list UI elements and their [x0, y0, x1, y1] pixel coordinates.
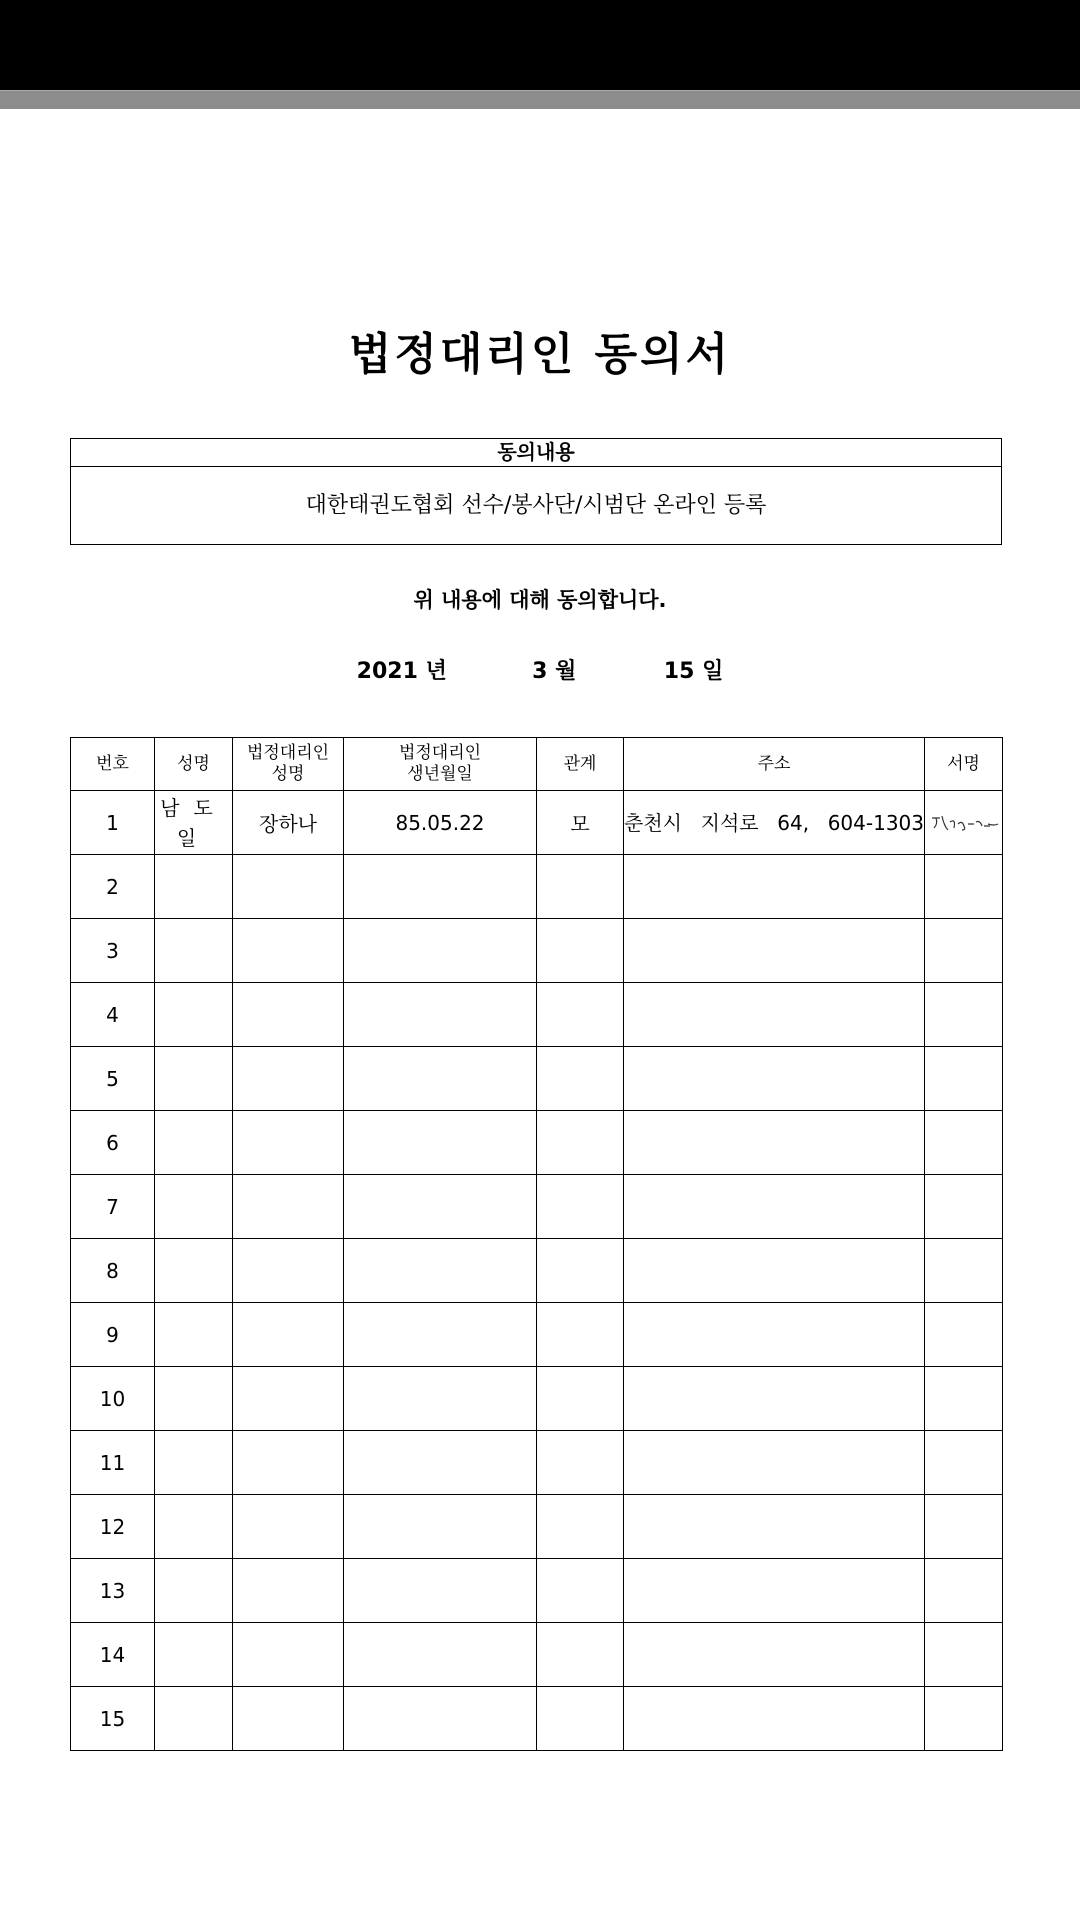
cell-signature [925, 1431, 1003, 1495]
top-black-bar [0, 0, 1080, 90]
cell-address [624, 983, 925, 1047]
cell-guardian-name [233, 1175, 344, 1239]
cell-guardian-birth [344, 919, 537, 983]
table-row [71, 1623, 1003, 1687]
cell-name [155, 919, 233, 983]
cell-signature [925, 1047, 1003, 1111]
cell-signature [925, 1111, 1003, 1175]
table-row [71, 919, 1003, 983]
cell-relation [537, 855, 624, 919]
cell-address [624, 1559, 925, 1623]
cell-name [155, 1495, 233, 1559]
table-row [71, 1239, 1003, 1303]
cell-signature [925, 919, 1003, 983]
cell-guardian-name [233, 1687, 344, 1751]
cell-number: 3 [71, 919, 155, 983]
cell-address [624, 855, 925, 919]
cell-signature [925, 1687, 1003, 1751]
date-year-unit: 년 [425, 659, 447, 684]
cell-relation [537, 1623, 624, 1687]
cell-signature [925, 1239, 1003, 1303]
cell-address [624, 1687, 925, 1751]
cell-signature [925, 1623, 1003, 1687]
date-day-unit: 일 [702, 659, 724, 684]
consent-content: 대한태권도협회 선수/봉사단/시범단 온라인 등록 [305, 493, 767, 518]
cell-number: 1 [71, 791, 155, 855]
cell-number: 6 [71, 1111, 155, 1175]
cell-signature [925, 1367, 1003, 1431]
cell-address [624, 1623, 925, 1687]
cell-guardian-name [233, 1431, 344, 1495]
consent-header: 동의내용 [71, 439, 1001, 467]
cell-name: 남도일 [155, 791, 233, 855]
cell-relation [537, 1367, 624, 1431]
cell-name [155, 1303, 233, 1367]
cell-guardian-name [233, 1047, 344, 1111]
table-row [71, 855, 1003, 919]
cell-relation [537, 983, 624, 1047]
cell-relation [537, 1175, 624, 1239]
cell-name [155, 1111, 233, 1175]
cell-relation [537, 1559, 624, 1623]
header-relation: 관계 [537, 738, 624, 791]
table-row [71, 1303, 1003, 1367]
cell-guardian-name [233, 919, 344, 983]
cell-signature [925, 983, 1003, 1047]
cell-guardian-birth [344, 1303, 537, 1367]
header-name: 성명 [155, 738, 233, 791]
cell-address [624, 1303, 925, 1367]
cell-signature [925, 791, 1003, 855]
date-month-unit: 월 [555, 659, 577, 684]
table-row [71, 1687, 1003, 1751]
table-row [71, 1431, 1003, 1495]
page-title: 법정대리인 동의서 [348, 329, 732, 380]
agreement-statement: 위 내용에 대해 동의합니다. [413, 588, 667, 612]
consent-box [70, 438, 1002, 545]
cell-name [155, 1047, 233, 1111]
cell-relation [537, 1495, 624, 1559]
table-row [71, 1047, 1003, 1111]
cell-guardian-name [233, 1111, 344, 1175]
table-row [71, 983, 1003, 1047]
cell-guardian-name [233, 1623, 344, 1687]
header-signature: 서명 [925, 738, 1003, 791]
cell-relation [537, 1431, 624, 1495]
cell-signature [925, 1495, 1003, 1559]
table-header-row [71, 738, 1003, 791]
header-guardian-birth: 법정대리인 생년월일 [344, 738, 537, 791]
cell-name [155, 1367, 233, 1431]
cell-name [155, 1559, 233, 1623]
cell-relation [537, 1303, 624, 1367]
cell-guardian-name [233, 1559, 344, 1623]
cell-name [155, 1687, 233, 1751]
cell-guardian-birth [344, 1623, 537, 1687]
cell-guardian-name [233, 983, 344, 1047]
cell-address [624, 1111, 925, 1175]
date-year: 2021 [356, 659, 418, 684]
date-line [0, 654, 1080, 685]
table-row [71, 1367, 1003, 1431]
cell-number: 2 [71, 855, 155, 919]
cell-guardian-birth [344, 1687, 537, 1751]
cell-guardian-birth [344, 983, 537, 1047]
cell-name [155, 1175, 233, 1239]
cell-address [624, 1367, 925, 1431]
cell-number: 10 [71, 1367, 155, 1431]
cell-guardian-birth [344, 1431, 537, 1495]
cell-relation [537, 1687, 624, 1751]
cell-guardian-name [233, 1495, 344, 1559]
cell-number: 7 [71, 1175, 155, 1239]
cell-name [155, 1431, 233, 1495]
cell-number: 11 [71, 1431, 155, 1495]
cell-guardian-birth [344, 1111, 537, 1175]
cell-relation [537, 1111, 624, 1175]
cell-address [624, 919, 925, 983]
handwritten-signature [928, 808, 1000, 838]
cell-number: 15 [71, 1687, 155, 1751]
cell-relation [537, 1239, 624, 1303]
cell-name [155, 983, 233, 1047]
cell-guardian-name [233, 1239, 344, 1303]
cell-number: 5 [71, 1047, 155, 1111]
cell-address [624, 1047, 925, 1111]
cell-guardian-birth [344, 1175, 537, 1239]
cell-guardian-birth: 85.05.22 [344, 791, 537, 855]
cell-number: 4 [71, 983, 155, 1047]
date-month: 3 [532, 659, 548, 684]
cell-guardian-birth [344, 855, 537, 919]
header-number: 번호 [71, 738, 155, 791]
cell-signature [925, 855, 1003, 919]
cell-signature [925, 1175, 1003, 1239]
table-row [71, 1175, 1003, 1239]
cell-address [624, 1431, 925, 1495]
cell-name [155, 1239, 233, 1303]
cell-guardian-birth [344, 1495, 537, 1559]
header-guardian-name: 법정대리인 성명 [233, 738, 344, 791]
cell-guardian-birth [344, 1239, 537, 1303]
cell-guardian-birth [344, 1047, 537, 1111]
cell-guardian-birth [344, 1559, 537, 1623]
cell-signature [925, 1303, 1003, 1367]
cell-name [155, 1623, 233, 1687]
table-row [71, 1111, 1003, 1175]
table-row [71, 1495, 1003, 1559]
cell-name [155, 855, 233, 919]
cell-address: 춘천시 지석로 64, 604-1303 [624, 791, 925, 855]
cell-guardian-name [233, 855, 344, 919]
cell-number: 8 [71, 1239, 155, 1303]
top-gray-strip [0, 90, 1080, 109]
cell-number: 13 [71, 1559, 155, 1623]
registration-table [70, 737, 1003, 1751]
cell-relation [537, 1047, 624, 1111]
cell-guardian-birth [344, 1367, 537, 1431]
date-day: 15 [663, 659, 695, 684]
cell-number: 14 [71, 1623, 155, 1687]
cell-guardian-name [233, 1367, 344, 1431]
cell-guardian-name: 장하나 [233, 791, 344, 855]
cell-relation: 모 [537, 791, 624, 855]
table-row [71, 791, 1003, 855]
cell-relation [537, 919, 624, 983]
cell-address [624, 1175, 925, 1239]
table-row [71, 1559, 1003, 1623]
cell-address [624, 1495, 925, 1559]
cell-signature [925, 1559, 1003, 1623]
cell-guardian-name [233, 1303, 344, 1367]
cell-number: 12 [71, 1495, 155, 1559]
header-address: 주소 [624, 738, 925, 791]
cell-number: 9 [71, 1303, 155, 1367]
cell-address [624, 1239, 925, 1303]
